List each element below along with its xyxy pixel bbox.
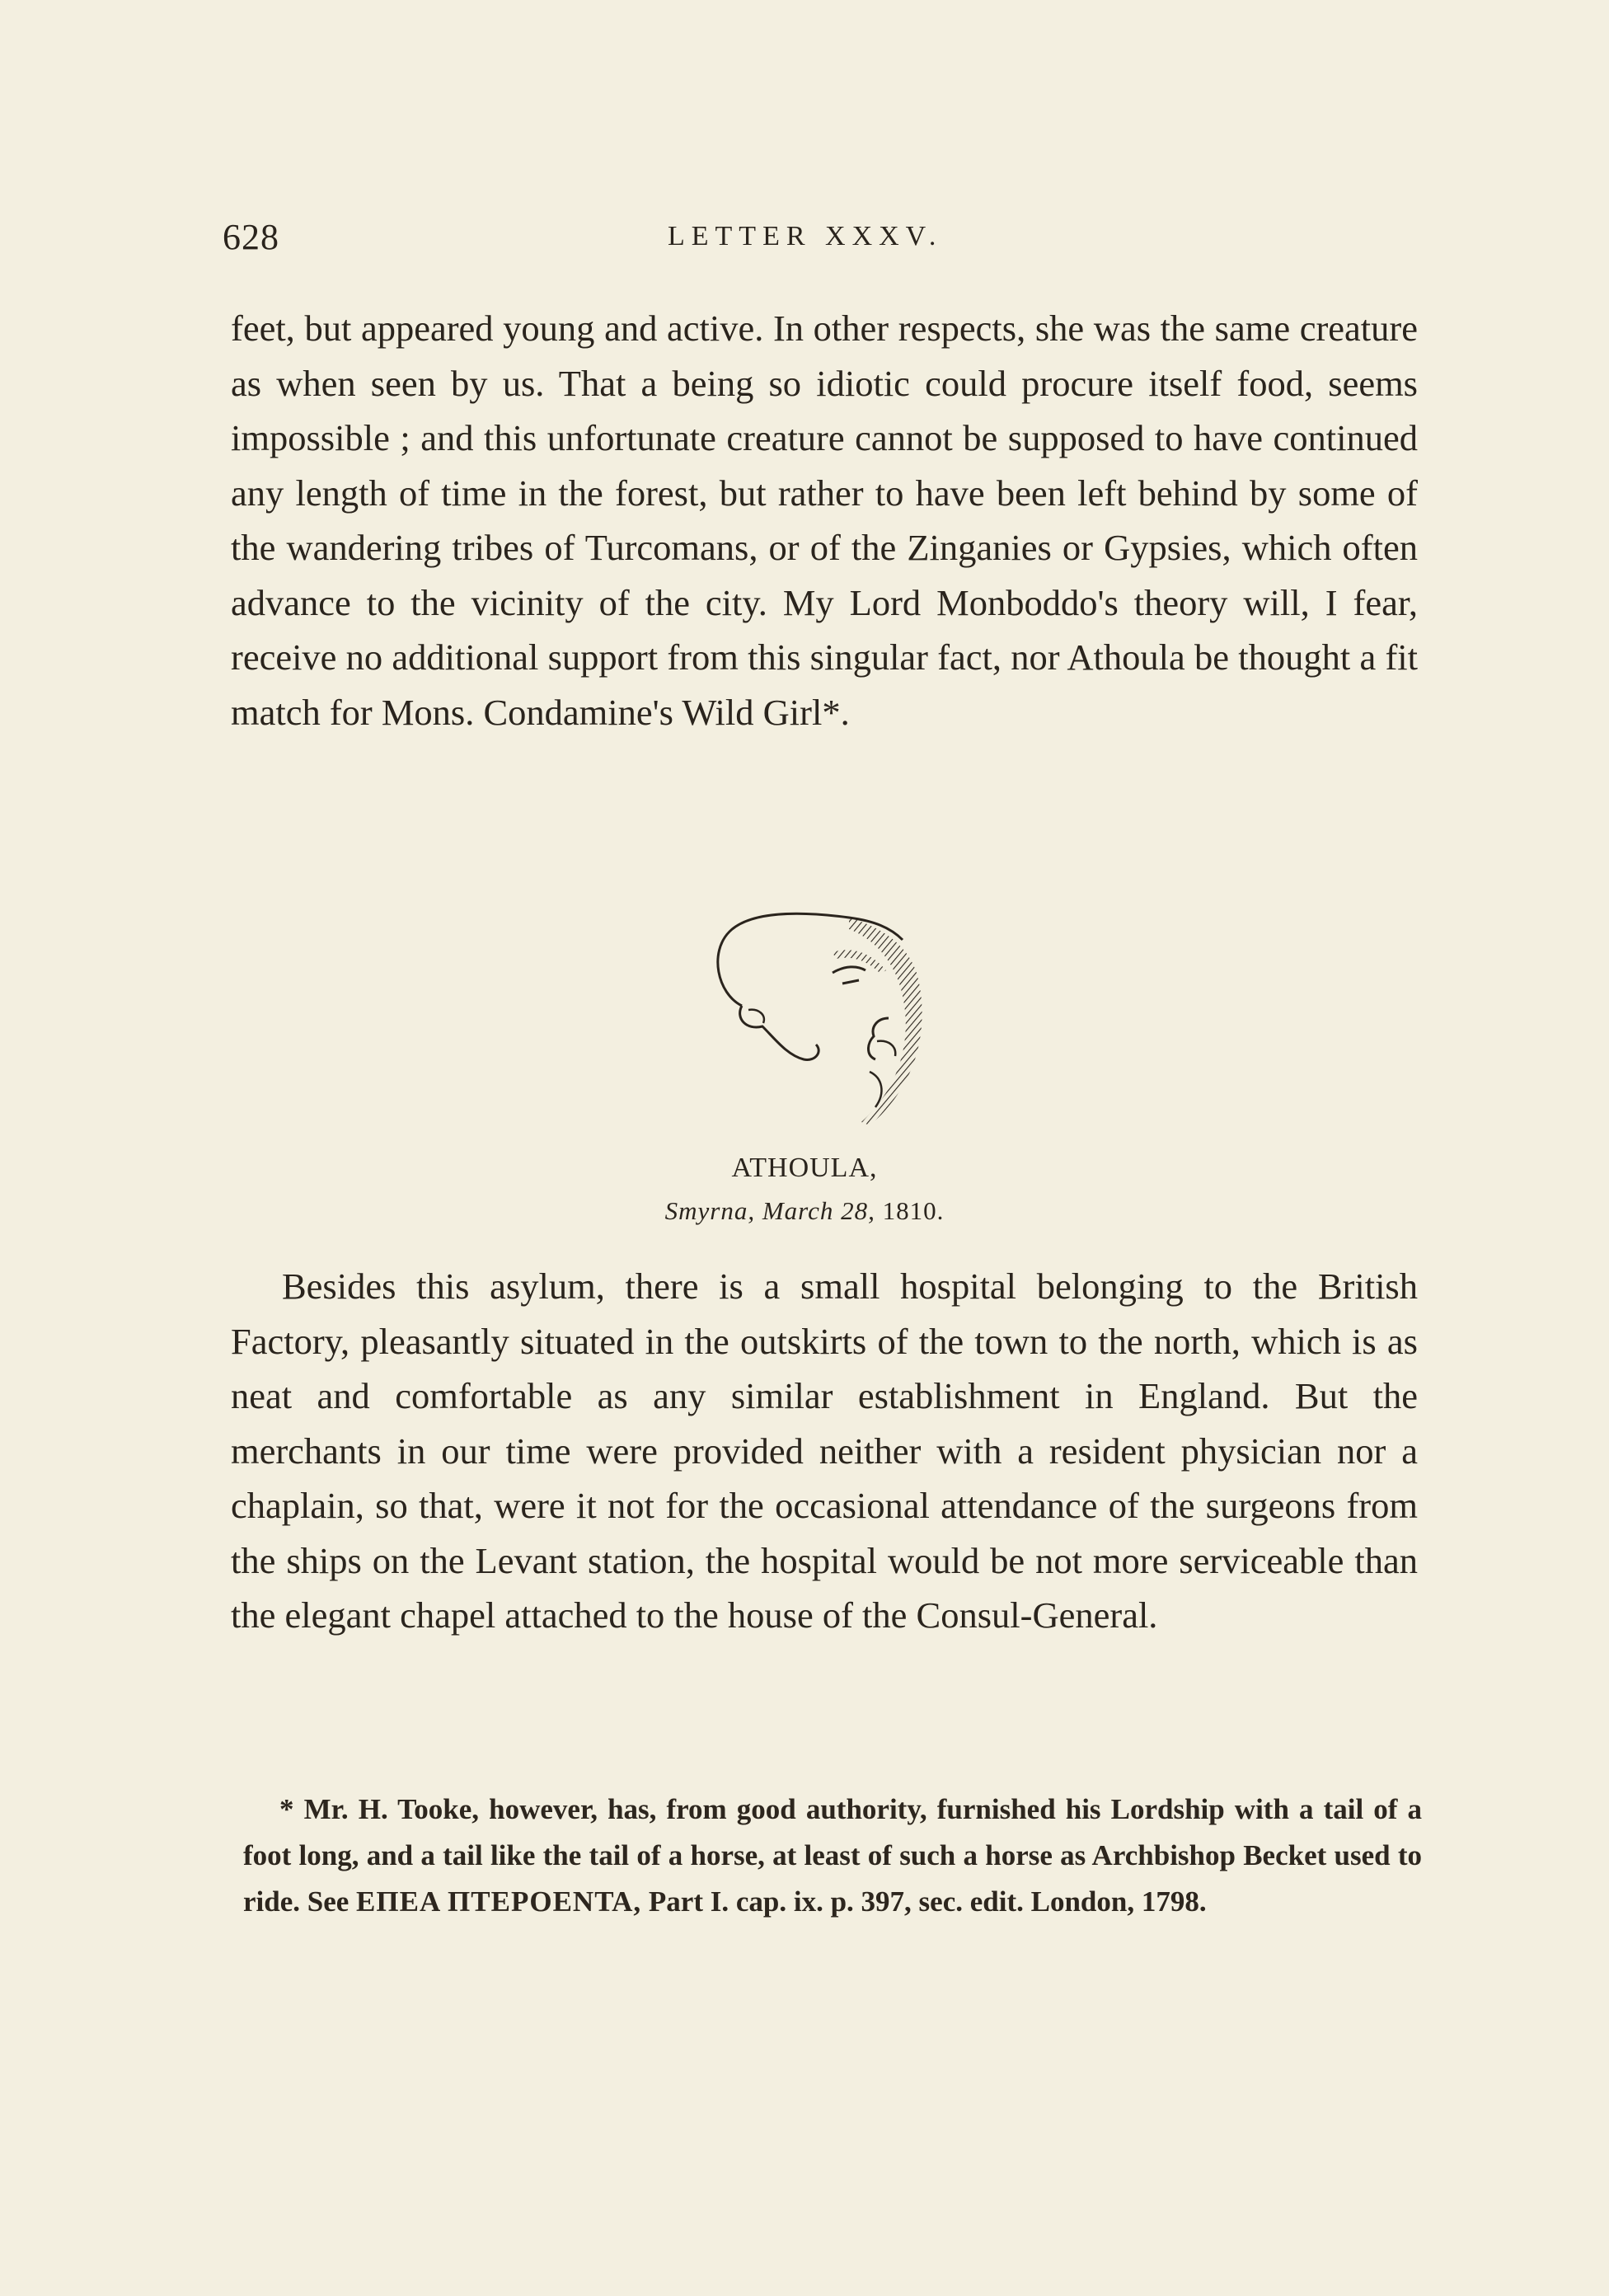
footnote-lead: * Mr. H. Tooke, however, has, from good authority, furnished his Lordship with a tail of a foot long, and a tail like the tail of a horse, at least of such a horse as Archbishop Becket used to ride. See — [243, 1793, 1422, 1918]
page-number: 628 — [223, 217, 279, 257]
figure-caption-title: ATHOULA, — [731, 1153, 878, 1183]
profile-sketch-icon — [684, 894, 997, 1142]
footnote-tail: Part I. cap. ix. p. 397, sec. edit. London, 1798. — [641, 1885, 1207, 1918]
footnote — [243, 1787, 1422, 1925]
page-header — [223, 216, 1426, 265]
caption-place-text: Smyrna, March 28, — [664, 1196, 875, 1225]
figure-caption-place — [0, 1196, 1609, 1226]
caption-year: 1810. — [882, 1196, 945, 1225]
body-paragraph-1: feet, but appeared young and active. In other respects, she was the same creature as when seen by us. That a being so idiotic could procure itself food, seems impossible ; and this unfortunate creature cannot be supposed to have continued any length of time in the forest, but rather to have been left behind by some of the wandering tribes of Turcomans, or of the Zinganies or Gypsies, which often advance to the vicinity of the city. My Lord Monboddo's theory will, I fear, receive no additional support from this singular fact, nor Athoula be thought a fit match for Mons. Condamine's Wild Girl*. — [231, 308, 1418, 733]
body-paragraph-2: Besides this asylum, there is a small hospital belonging to the British Factory, pleasantly situated in the outskirts of the town to the north, which is as neat and comfortable as any similar establishment in England. But the merchants in our time were provided neither with a resident physician nor a chaplain, so that, were it not for the occasional attendance of the surgeons from the ships on the Levant station, the hospital would be not more serviceable than the elegant chapel attached to the house of the Consul-General. — [231, 1265, 1418, 1636]
footnote-greek-title: ΕΠΕΑ ΠΤΕΡΟΕΝΤΑ, — [356, 1885, 642, 1918]
running-head: LETTER XXXV. — [668, 221, 943, 251]
